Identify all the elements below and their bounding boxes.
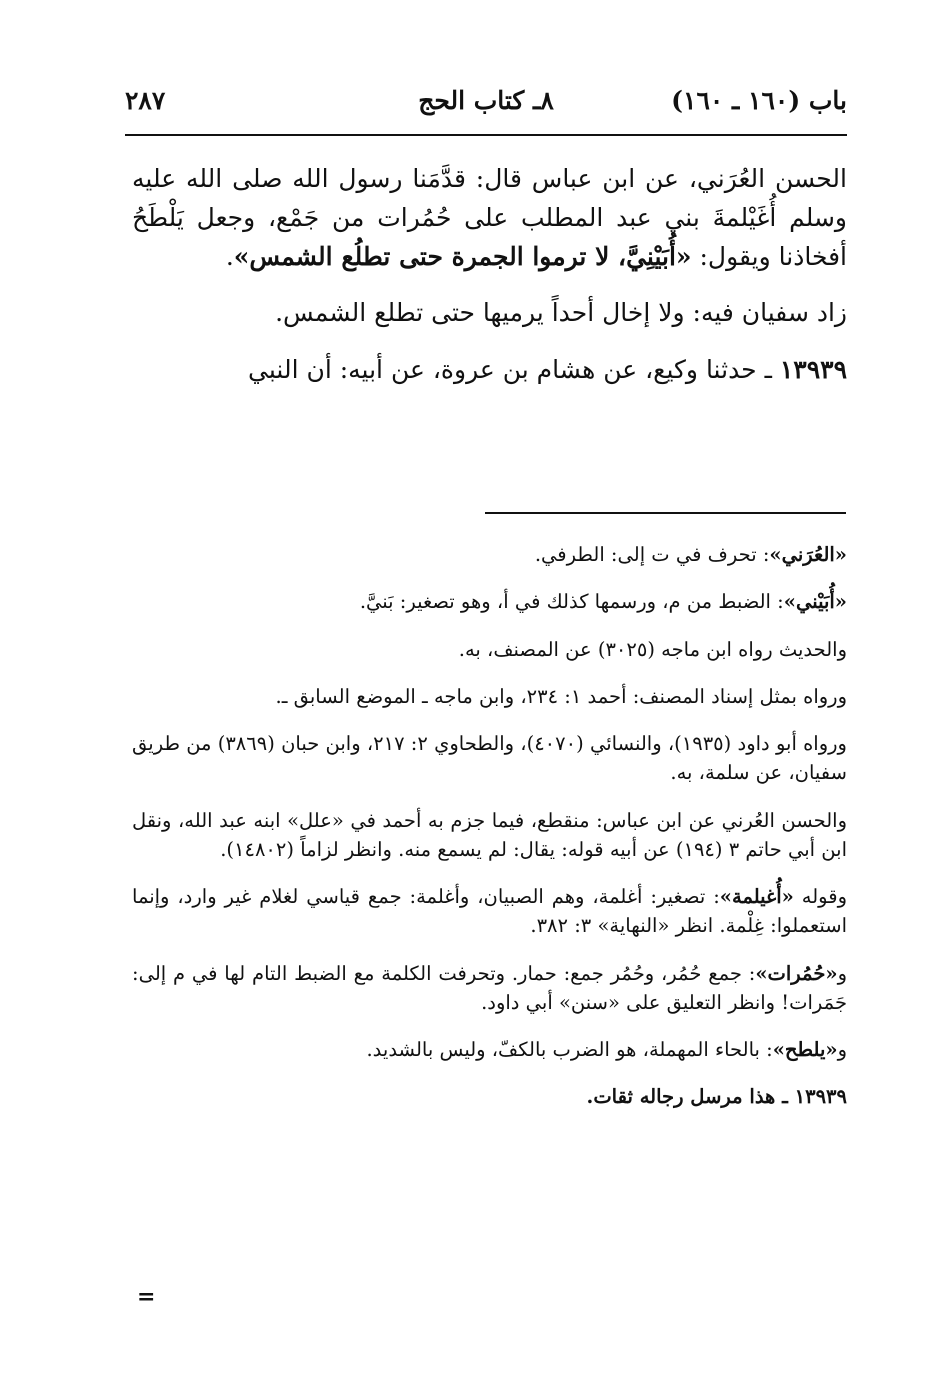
footnote-text: : الضبط من م، ورسمها كذلك في أ، وهو تصغير: بَنيَّ. [359, 590, 784, 614]
header-divider [125, 134, 847, 136]
footnote-text: : جمع حُمُر، وحُمُر جمع: حمار. وتحرفت الكلمة مع الضبط التام لها في م إلى: جَمَرات! وانظر التعليق على «سنن» أبي داود. [132, 961, 847, 1014]
footnote: ورواه أبو داود (١٩٣٥)، والنسائي (٤٠٧٠)، والطحاوي ٢: ٢١٧، وابن حبان (٣٨٦٩) من طريق سفيان، عن سلمة، به. [132, 732, 847, 785]
footnote-term: «يلطح» [772, 1038, 838, 1061]
main-paragraph-end: . [225, 241, 234, 271]
footnote-term: «العُرَني» [769, 543, 847, 566]
footnote-divider [485, 512, 846, 514]
hadith-number: ١٣٩٣٩ [779, 355, 847, 384]
footnote: والحسن العُرني عن ابن عباس: منقطع، فيما جزم به أحمد في «علل» ابنه عبد الله، ونقل ابن أبي حاتم ٣ (١٩٤) عن أبيه قوله: يقال: لم يسمع منه. وانظر لزاماً (١٤٨٠٢). [132, 808, 847, 861]
footnote [132, 540, 847, 569]
footnote-prefix: و [837, 961, 847, 985]
footnote-text: : تصغير: أغلمة، وهم الصبيان، وأغلمة: جمع قياسي لغلام غير وارد، وإنما استعملوا: غِلْمة. انظر «النهاية» ٣: ٣٨٢. [132, 885, 847, 938]
footnote [132, 1082, 847, 1111]
page-number: ٢٨٧ [125, 86, 166, 115]
main-paragraph [132, 160, 847, 276]
footnote-prefix: وقوله [793, 885, 847, 908]
footnote [132, 959, 847, 1018]
footnotes [132, 540, 847, 1130]
book-title: ٨ـ كتاب الحج [418, 86, 554, 115]
main-paragraph-text: الحسن العُرَني، عن ابن عباس قال: قدَّمَنا رسول الله صلى الله عليه وسلم أُغَيْلمةَ بني عبد المطلب على حُمُرات من جَمْع، وجعل يَلْطَحُ أفخاذنا ويقول: [132, 164, 847, 271]
hadith-quote: «أُبَيْنِيَّ، لا ترموا الجمرة حتى تطلُع الشمس» [233, 241, 692, 271]
footnote-text: : تحرف في ت إلى: الطرفي. [534, 543, 770, 566]
main-paragraph-addition: زاد سفيان فيه: ولا إخال أحداً يرميها حتى تطلع الشمس. [275, 298, 847, 328]
footnote: والحديث رواه ابن ماجه (٣٠٢٥) عن المصنف، به. [458, 637, 847, 661]
main-text [132, 160, 847, 408]
footnote-text: : بالحاء المهملة، هو الضرب بالكفّ، وليس بالشديد. [366, 1038, 773, 1061]
footnote [132, 1035, 847, 1064]
footnote [132, 882, 847, 941]
continuation-mark: = [137, 1284, 156, 1310]
footnote [132, 587, 847, 616]
footnote: ورواه بمثل إسناد المصنف: أحمد ١: ٢٣٤، وابن ماجه ـ الموضع السابق ـ. [275, 684, 847, 708]
running-header [125, 86, 847, 126]
chapter-label: باب (١٦٠ ـ ١٦٠) [671, 86, 847, 115]
hadith-text: ـ حدثنا وكيع، عن هشام بن عروة، عن أبيه: أن النبي [248, 355, 780, 384]
hadith-entry [132, 351, 847, 390]
footnote-term: «أُغيلمة» [719, 885, 794, 908]
footnote-term: ١٣٩٣٩ ـ هذا مرسل رجاله ثقات. [586, 1085, 847, 1109]
footnote-term: «أُبَيْني» [783, 590, 847, 614]
footnote-prefix: و [837, 1038, 847, 1061]
footnote-term: «حُمُرات» [755, 961, 838, 985]
